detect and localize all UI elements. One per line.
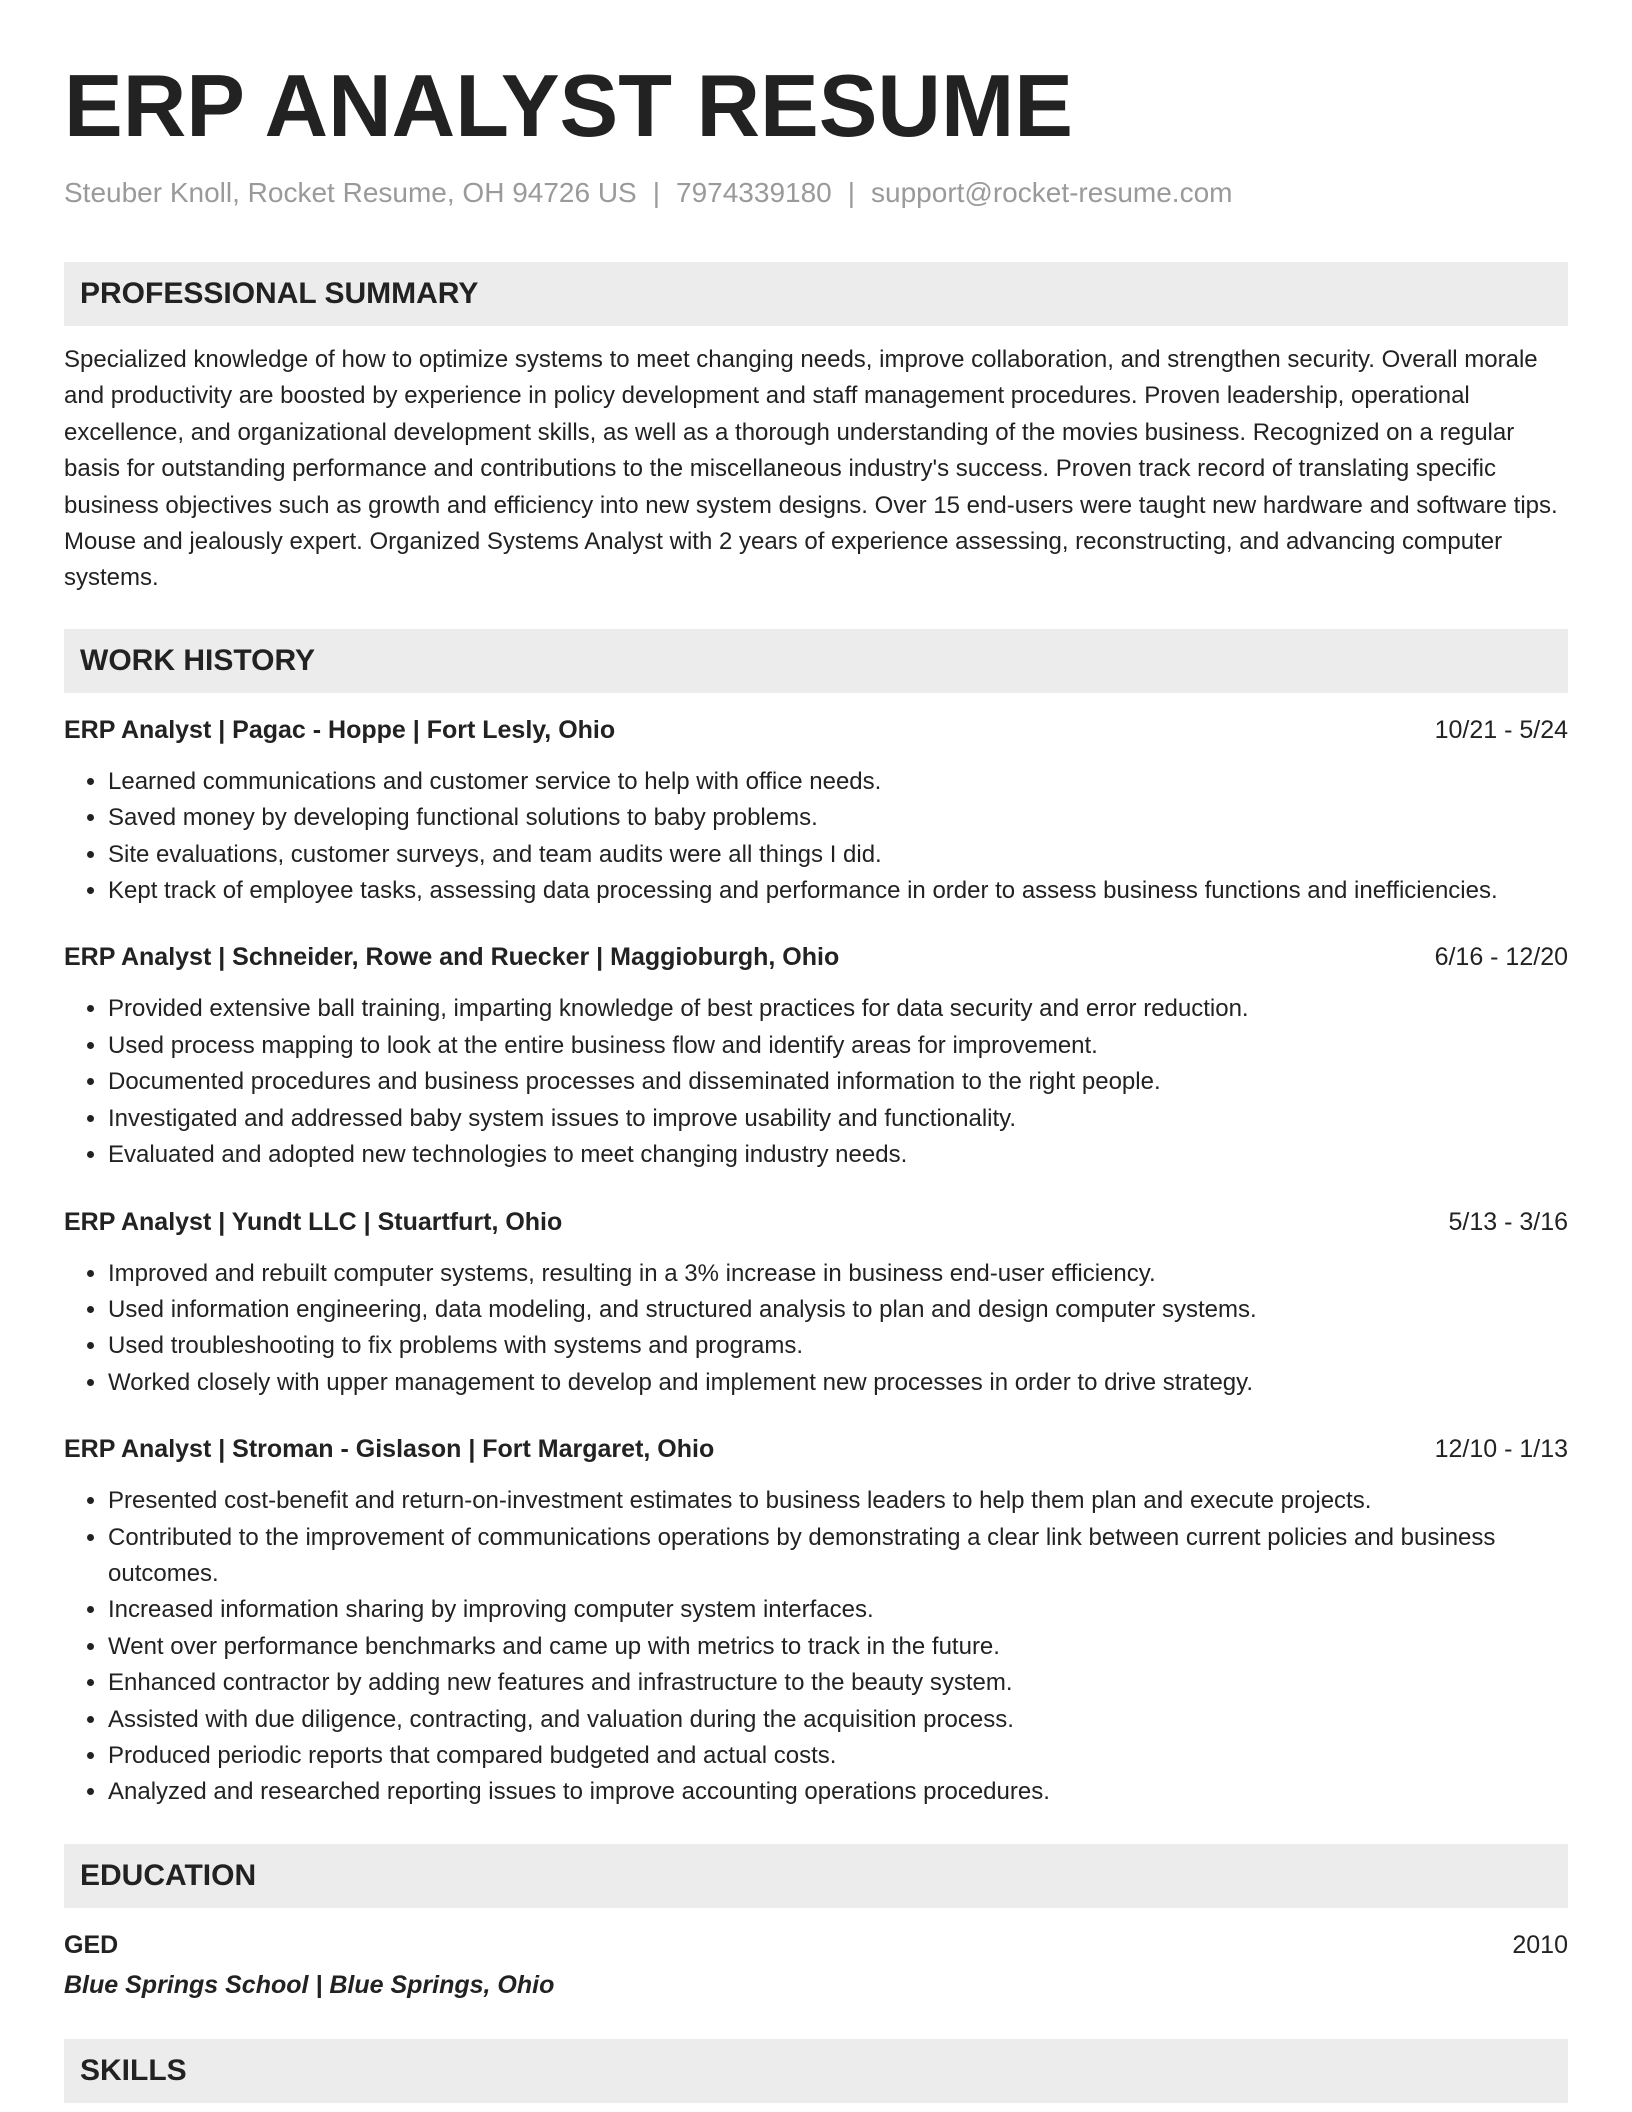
job-bullet: • Enhanced contractor by adding new features and infrastructure to the beauty system.: [108, 1665, 1568, 1701]
contact-address: Steuber Knoll, Rocket Resume, OH 94726 US: [64, 177, 637, 208]
contact-separator: |: [847, 177, 856, 208]
job-bullet: • Used troubleshooting to fix problems with systems and programs.: [108, 1328, 1568, 1364]
job-bullet: • Investigated and addressed baby system issues to improve usability and functionality.: [108, 1101, 1568, 1137]
contact-phone: 7974339180: [676, 177, 832, 208]
job-title: ERP Analyst | Yundt LLC | Stuartfurt, Ohio: [64, 1207, 563, 1236]
section-header-education: EDUCATION: [64, 1844, 1568, 1908]
job-bullet-list: [64, 1256, 1568, 1402]
job-heading-row: [64, 1204, 1568, 1240]
education-entry: [64, 1927, 1568, 2003]
job-bullet-list: [64, 764, 1568, 910]
job-entry: [64, 712, 1568, 910]
contact-line: [64, 176, 1568, 210]
job-bullet: • Increased information sharing by improving computer system interfaces.: [108, 1592, 1568, 1628]
job-bullet: • Documented procedures and business processes and disseminated information to the right people.: [108, 1064, 1568, 1100]
education-school: Blue Springs School | Blue Springs, Ohio: [64, 1970, 555, 1999]
job-heading-row: [64, 712, 1568, 748]
resume-page: [64, 0, 1568, 2103]
job-bullet: • Improved and rebuilt computer systems, resulting in a 3% increase in business end-user efficiency.: [108, 1256, 1568, 1292]
job-bullet: • Used information engineering, data modeling, and structured analysis to plan and design computer systems.: [108, 1292, 1568, 1328]
education-degree: GED: [64, 1930, 119, 1959]
job-bullet: • Saved money by developing functional solutions to baby problems.: [108, 800, 1568, 836]
education-year: 2010: [1512, 1930, 1568, 1959]
section-header-skills: SKILLS: [64, 2039, 1568, 2103]
job-bullet: • Assisted with due diligence, contracting, and valuation during the acquisition process.: [108, 1702, 1568, 1738]
job-bullet-list: [64, 1483, 1568, 1811]
job-entry: [64, 1204, 1568, 1402]
job-bullet: • Kept track of employee tasks, assessing data processing and performance in order to assess business functions and inefficiencies.: [108, 873, 1568, 909]
job-bullet: • Presented cost-benefit and return-on-investment estimates to business leaders to help them plan and execute projects.: [108, 1483, 1568, 1519]
job-bullet: • Produced periodic reports that compared budgeted and actual costs.: [108, 1738, 1568, 1774]
section-header-summary: PROFESSIONAL SUMMARY: [64, 262, 1568, 326]
job-title: ERP Analyst | Schneider, Rowe and Ruecker | Maggioburgh, Ohio: [64, 943, 840, 972]
job-title: ERP Analyst | Stroman - Gislason | Fort Margaret, Ohio: [64, 1435, 715, 1464]
job-dates: 10/21 - 5/24: [1434, 715, 1568, 744]
job-bullet: • Contributed to the improvement of communications operations by demonstrating a clear link between current policies and business outcomes.: [108, 1520, 1568, 1593]
job-bullet: • Evaluated and adopted new technologies to meet changing industry needs.: [108, 1137, 1568, 1173]
job-bullet: • Went over performance benchmarks and came up with metrics to track in the future.: [108, 1629, 1568, 1665]
job-bullet: • Analyzed and researched reporting issues to improve accounting operations procedures.: [108, 1774, 1568, 1810]
job-bullet: • Site evaluations, customer surveys, and team audits were all things I did.: [108, 837, 1568, 873]
job-dates: 6/16 - 12/20: [1434, 943, 1568, 972]
job-heading-row: [64, 939, 1568, 975]
job-entry: [64, 1431, 1568, 1811]
job-bullet-list: [64, 991, 1568, 1173]
job-bullet: • Used process mapping to look at the entire business flow and identify areas for improvement.: [108, 1028, 1568, 1064]
job-entry: [64, 939, 1568, 1173]
resume-title: ERP ANALYST RESUME: [64, 56, 1073, 155]
section-header-work-history: WORK HISTORY: [64, 629, 1568, 693]
contact-email: support@rocket-resume.com: [871, 177, 1233, 208]
job-bullet: • Worked closely with upper management to develop and implement new processes in order to drive strategy.: [108, 1365, 1568, 1401]
job-dates: 12/10 - 1/13: [1434, 1435, 1568, 1464]
job-title: ERP Analyst | Pagac - Hoppe | Fort Lesly, Ohio: [64, 715, 616, 744]
job-bullet: • Provided extensive ball training, imparting knowledge of best practices for data security and error reduction.: [108, 991, 1568, 1027]
job-bullet: • Learned communications and customer service to help with office needs.: [108, 764, 1568, 800]
summary-text: Specialized knowledge of how to optimize systems to meet changing needs, improve collaboration, and strengthen security. Overall morale and productivity are boosted by experience in policy development and staff management procedures. Proven leadership, operational excellence, and organizational development skills, as well as a thorough understanding of the movies business. Recognized on a regular basis for outstanding performance and contributions to the miscellaneous industry's success. Proven track record of translating specific business objectives such as growth and efficiency into new system designs. Over 15 end-users were taught new hardware and software tips. Mouse and jealously expert. Organized Systems Analyst with 2 years of experience assessing, reconstructing, and advancing computer systems.: [64, 346, 1558, 592]
education-heading-row: [64, 1927, 1568, 1963]
contact-separator: |: [652, 177, 661, 208]
job-dates: 5/13 - 3/16: [1448, 1207, 1568, 1236]
job-heading-row: [64, 1431, 1568, 1467]
